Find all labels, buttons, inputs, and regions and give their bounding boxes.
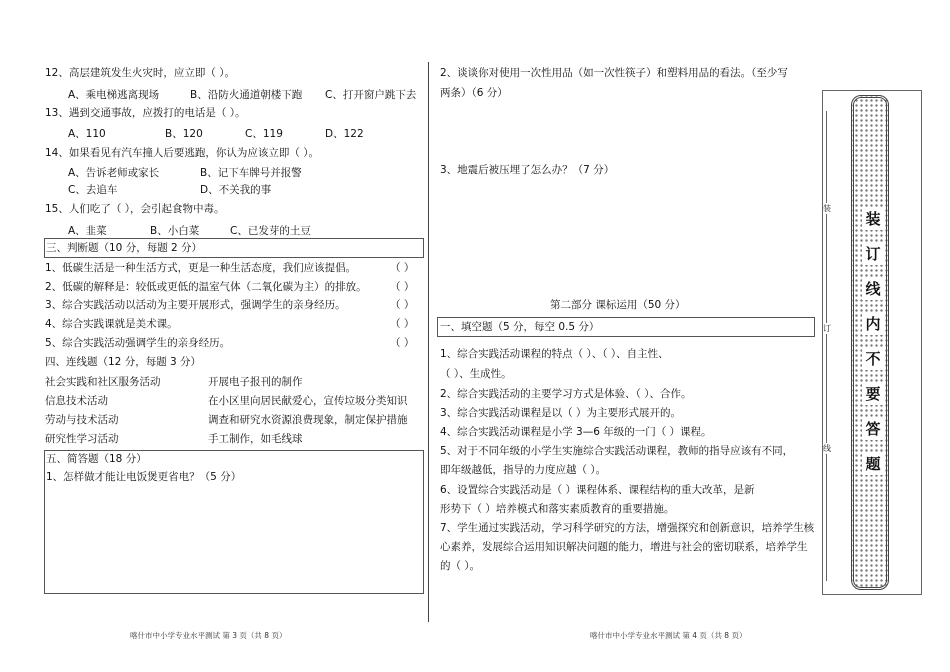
section-title: 四、连线题（12 分，每题 3 分）	[45, 356, 202, 368]
option: A、乘电梯逃离现场	[68, 89, 160, 101]
section-title: 三、判断题（10 分，每题 2 分）	[46, 242, 203, 254]
fill-line: 心素养，发展综合运用知识解决问题的能力，增进与社会的密切联系，培养学生	[440, 541, 808, 553]
binding-char: 内	[862, 313, 884, 335]
match-left-item: 研究性学习活动	[45, 433, 119, 445]
answer-paren: （ ）	[390, 337, 415, 349]
match-left-item: 劳动与技术活动	[45, 414, 119, 426]
binding-char: 要	[862, 383, 884, 405]
option: D、122	[325, 128, 364, 140]
question-2-line: 两条）（6 分）	[440, 87, 508, 99]
fill-line: 的（ ）。	[440, 560, 481, 572]
binding-side-label: 装	[823, 204, 831, 213]
option: B、120	[165, 128, 203, 140]
option: C、119	[245, 128, 283, 140]
page-footer: 喀什市中小学专业水平测试 第 3 页（共 8 页）	[130, 631, 287, 640]
binding-char: 答	[862, 418, 884, 440]
option: A、110	[68, 128, 106, 140]
judge-item: 4、综合实践课就是美术课。	[45, 318, 178, 330]
judge-item: 1、低碳生活是一种生活方式，更是一种生活态度，我们应该提倡。	[45, 262, 357, 274]
section-title: 一、填空题（5 分，每空 0.5 分）	[440, 321, 600, 333]
option: D、不关我的事	[200, 184, 272, 196]
option: A、韭菜	[68, 225, 107, 237]
binding-side-label: 线	[823, 444, 831, 453]
match-right-item: 开展电子报刊的制作	[208, 376, 303, 388]
fill-line: 1、综合实践活动课程的特点（ ）、（ ）、自主性、	[440, 348, 669, 360]
binding-char: 题	[862, 453, 884, 475]
binding-seal-frame	[851, 95, 889, 590]
binding-line	[826, 111, 827, 581]
option: C、打开窗户跳下去	[325, 89, 417, 101]
binding-char: 装	[862, 208, 884, 230]
match-right-item: 调查和研究水资源浪费现象，制定保护措施	[208, 414, 408, 426]
option: C、去追车	[68, 184, 118, 196]
match-left-item: 社会实践和社区服务活动	[45, 376, 161, 388]
binding-margin	[822, 90, 922, 595]
judge-item: 3、综合实践活动以活动为主要开展形式，强调学生的亲身经历。	[45, 299, 346, 311]
binding-side-label: 订	[823, 324, 831, 333]
column-divider	[428, 62, 429, 622]
question-3: 3、地震后被压埋了怎么办？（7 分）	[440, 164, 615, 176]
binding-char: 线	[862, 278, 884, 300]
option: B、沿防火通道朝楼下跑	[190, 89, 303, 101]
option: B、小白菜	[150, 225, 200, 237]
fill-line: 6、设置综合实践活动是（ ）课程体系、课程结构的重大改革，是新	[440, 484, 755, 496]
answer-paren: （ ）	[390, 299, 415, 311]
option: A、告诉老师或家长	[68, 167, 160, 179]
question-13: 13、遇到交通事故，应拨打的电话是（ ）。	[45, 107, 246, 119]
judge-item: 2、低碳的解释是：较低或更低的温室气体（二氧化碳为主）的排放。	[45, 281, 367, 293]
match-left-item: 信息技术活动	[45, 395, 108, 407]
judge-item: 5、综合实践活动强调学生的亲身经历。	[45, 337, 231, 349]
fill-line: 7、学生通过实践活动，学习科学研究的方法，增强探究和创新意识，培养学生核	[440, 522, 815, 534]
fill-line: 即年级越低，指导的力度应越（ ）。	[440, 464, 607, 476]
question-2-line: 2、谈谈你对使用一次性用品（如一次性筷子）和塑料用品的看法。（至少写	[440, 67, 788, 79]
section-title: 五、简答题（18 分）	[46, 453, 147, 465]
option: B、记下车牌号并报警	[200, 167, 302, 179]
match-right-item: 手工制作，如毛线球	[208, 433, 303, 445]
fill-line: 4、综合实践活动课程是小学 3—6 年级的一门（ ）课程。	[440, 426, 712, 438]
answer-paren: （ ）	[390, 281, 415, 293]
question-12: 12、高层建筑发生火灾时，应立即（ ）。	[45, 67, 235, 79]
fill-line: （ ）、生成性。	[440, 368, 512, 380]
match-right-item: 在小区里向居民献爱心，宣传垃圾分类知识	[208, 395, 408, 407]
answer-paren: （ ）	[390, 262, 415, 274]
option: C、已发芽的土豆	[230, 225, 311, 237]
binding-char: 不	[862, 348, 884, 370]
fill-line: 5、对于不同年级的小学生实施综合实践活动课程，教师的指导应该有不同，	[440, 445, 794, 457]
question-15: 15、人们吃了（ ），会引起食物中毒。	[45, 203, 225, 215]
fill-line: 2、综合实践活动的主要学习方式是体验、（ ）、合作。	[440, 388, 692, 400]
short-answer-question: 1、怎样做才能让电饭煲更省电？（5 分）	[46, 471, 242, 483]
page-footer: 喀什市中小学专业水平测试 第 4 页（共 8 页）	[590, 631, 747, 640]
fill-line: 形势下（ ）培养模式和落实素质教育的重要措施。	[440, 503, 675, 515]
binding-char: 订	[862, 243, 884, 265]
part-title: 第二部分 课标运用（50 分）	[550, 299, 686, 311]
question-14: 14、如果看见有汽车撞人后要逃跑，你认为应该立即（ ）。	[45, 147, 319, 159]
fill-line: 3、综合实践活动课程是以（ ）为主要形式展开的。	[440, 407, 682, 419]
answer-paren: （ ）	[390, 318, 415, 330]
